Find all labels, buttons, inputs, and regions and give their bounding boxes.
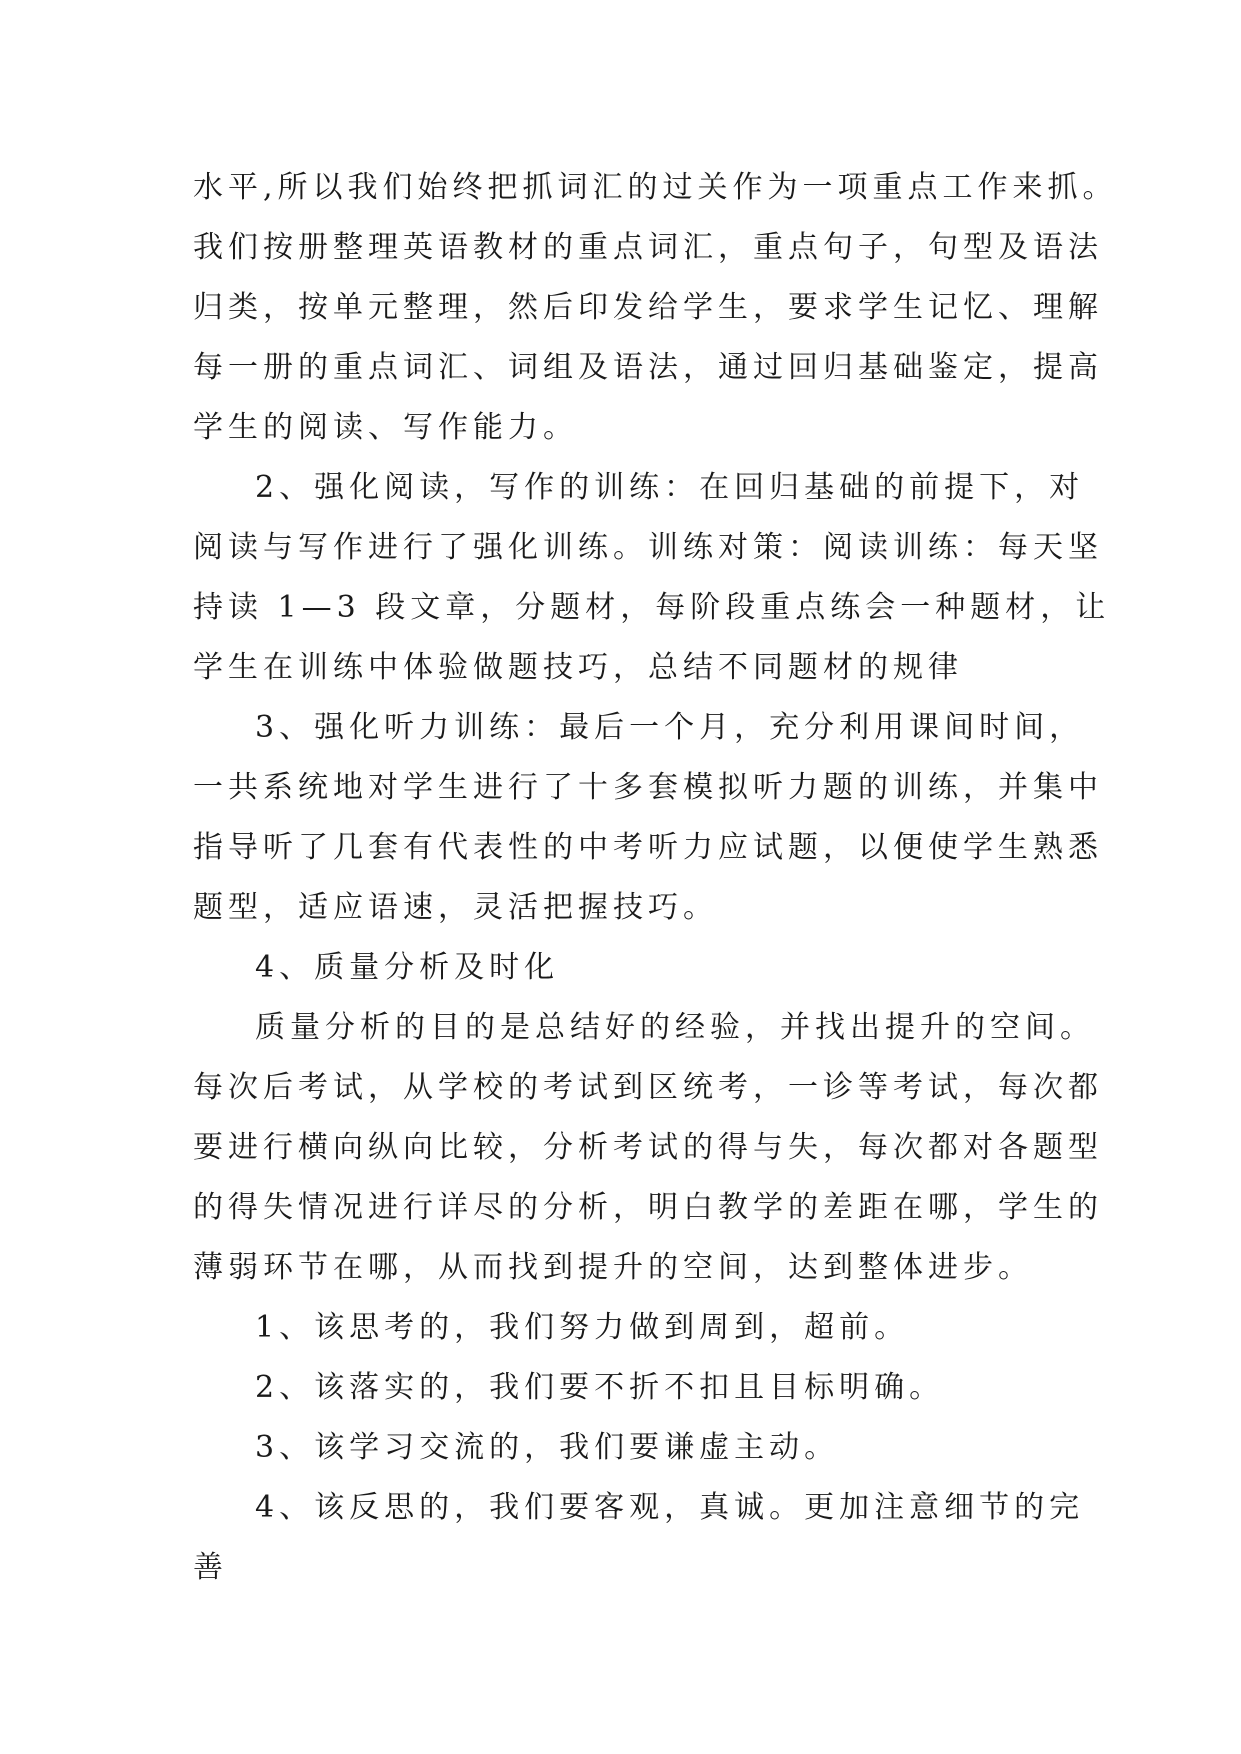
text-line: 质量分析的目的是总结好的经验，并找出提升的空间。	[255, 1010, 1095, 1045]
text-line: 阅读与写作进行了强化训练。训练对策：阅读训练：每天坚	[193, 530, 1103, 565]
list-item: 1、该思考的，我们努力做到周到，超前。	[255, 1310, 910, 1345]
text-line: 的得失情况进行详尽的分析，明白教学的差距在哪，学生的	[193, 1190, 1103, 1225]
list-item: 2、该落实的，我们要不折不扣且目标明确。	[255, 1370, 945, 1405]
text-line: 水平,所以我们始终把抓词汇的过关作为一项重点工作来抓。	[193, 170, 1118, 205]
document-body	[193, 158, 1118, 1598]
text-line: 学生在训练中体验做题技巧，总结不同题材的规律	[193, 650, 963, 685]
text-line: 题型，适应语速，灵活把握技巧。	[193, 890, 718, 925]
text-line: 指导听了几套有代表性的中考听力应试题，以便使学生熟悉	[193, 830, 1103, 865]
text-line: 每次后考试，从学校的考试到区统考，一诊等考试，每次都	[193, 1070, 1103, 1105]
list-item: 3、该学习交流的，我们要谦虚主动。	[255, 1430, 840, 1465]
text-line: 要进行横向纵向比较，分析考试的得与失，每次都对各题型	[193, 1130, 1103, 1165]
text-line: 归类，按单元整理，然后印发给学生，要求学生记忆、理解	[193, 290, 1103, 325]
text-line: 一共系统地对学生进行了十多套模拟听力题的训练，并集中	[193, 770, 1103, 805]
list-item: 4、该反思的，我们要客观，真诚。更加注意细节的完	[255, 1490, 1085, 1525]
section-heading: 4、质量分析及时化	[255, 950, 560, 985]
list-item-heading: 2、强化阅读，写作的训练：在回归基础的前提下，对	[255, 470, 1085, 505]
list-item-heading: 3、强化听力训练：最后一个月，充分利用课间时间，	[255, 710, 1085, 745]
text-line: 善	[193, 1550, 228, 1585]
text-line: 我们按册整理英语教材的重点词汇，重点句子，句型及语法	[193, 230, 1103, 265]
text-line: 持读 1—3 段文章，分题材，每阶段重点练会一种题材，让	[193, 590, 1111, 625]
text-line: 每一册的重点词汇、词组及语法，通过回归基础鉴定，提高	[193, 350, 1103, 385]
text-line: 薄弱环节在哪，从而找到提升的空间，达到整体进步。	[193, 1250, 1033, 1285]
text-line: 学生的阅读、写作能力。	[193, 410, 578, 445]
